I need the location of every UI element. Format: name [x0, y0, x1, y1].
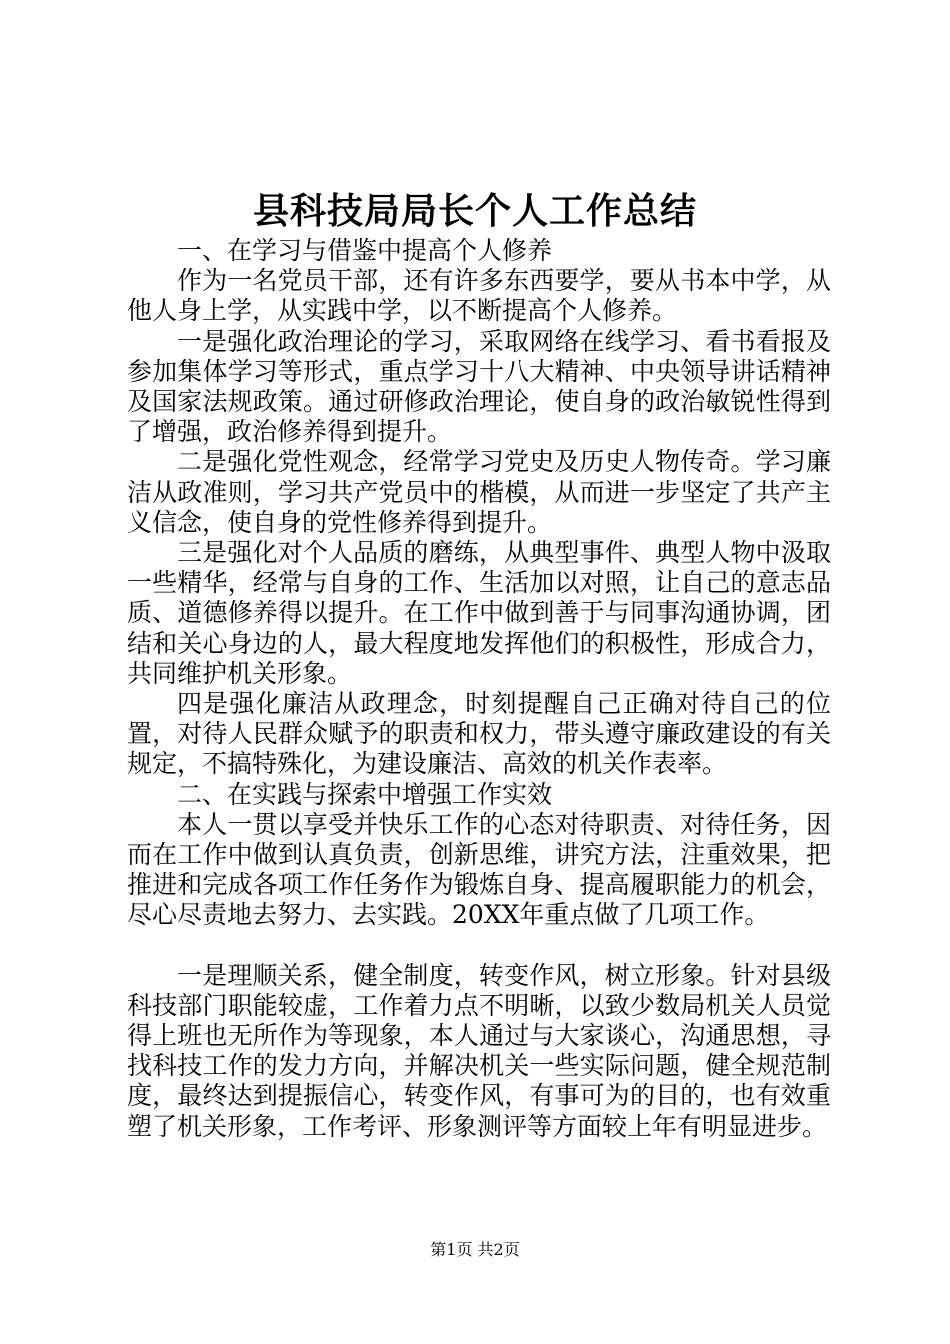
- body-paragraph: 一是强化政治理论的学习，采取网络在线学习、看书看报及参加集体学习等形式，重点学习十八大精神、中央领导讲话精神及国家法规政策。通过研修政治理论，使自身的政治敏锐性得到了增强，政治修养得到提升。: [127, 326, 831, 447]
- body-paragraph: 四是强化廉洁从政理念，时刻提醒自己正确对待自己的位置，对待人民群众赋予的职责和权力，带头遵守廉政建设的有关规定，不搞特殊化，为建设廉洁、高效的机关作表率。: [127, 689, 831, 779]
- body-paragraph: 本人一贯以享受并快乐工作的心态对待职责、对待任务，因而在工作中做到认真负责，创新思维，讲究方法，注重效果，把推进和完成各项工作任务作为锻炼自身、提高履职能力的机会，尽心尽责地去努力、去实践。20XX年重点做了几项工作。: [127, 809, 831, 930]
- body-paragraph: 一是理顺关系，健全制度，转变作风，树立形象。针对县级科技部门职能较虚，工作着力点不明晰，以致少数局机关人员觉得上班也无所作为等现象，本人通过与大家谈心，沟通思想，寻找科技工作的发力方向，并解决机关一些实际问题，健全规范制度，最终达到提振信心，转变作风，有事可为的目的，也有效重塑了机关形象，工作考评、形象测评等方面较上年有明显进步。: [127, 960, 831, 1141]
- body-paragraph: 二是强化党性观念，经常学习党史及历史人物传奇。学习廉洁从政准则，学习共产党员中的楷模，从而进一步坚定了共产主义信念，使自身的党性修养得到提升。: [127, 447, 831, 537]
- page-number: 第1页 共2页: [430, 1240, 520, 1259]
- body-paragraph: 三是强化对个人品质的磨练，从典型事件、典型人物中汲取一些精华，经常与自身的工作、生活加以对照，让自己的意志品质、道德修养得以提升。在工作中做到善于与同事沟通协调，团结和关心身边的人，最大程度地发挥他们的积极性，形成合力，共同维护机关形象。: [127, 538, 831, 688]
- section-heading: 一、在学习与借鉴中提高个人修养: [177, 236, 553, 265]
- document-title: 县科技局局长个人工作总结: [252, 190, 697, 232]
- body-paragraph: 作为一名党员干部，还有许多东西要学，要从书本中学，从他人身上学，从实践中学，以不断提高个人修养。: [127, 266, 831, 326]
- section-heading: 二、在实践与探索中增强工作实效: [177, 779, 553, 809]
- document-body: [127, 236, 831, 1142]
